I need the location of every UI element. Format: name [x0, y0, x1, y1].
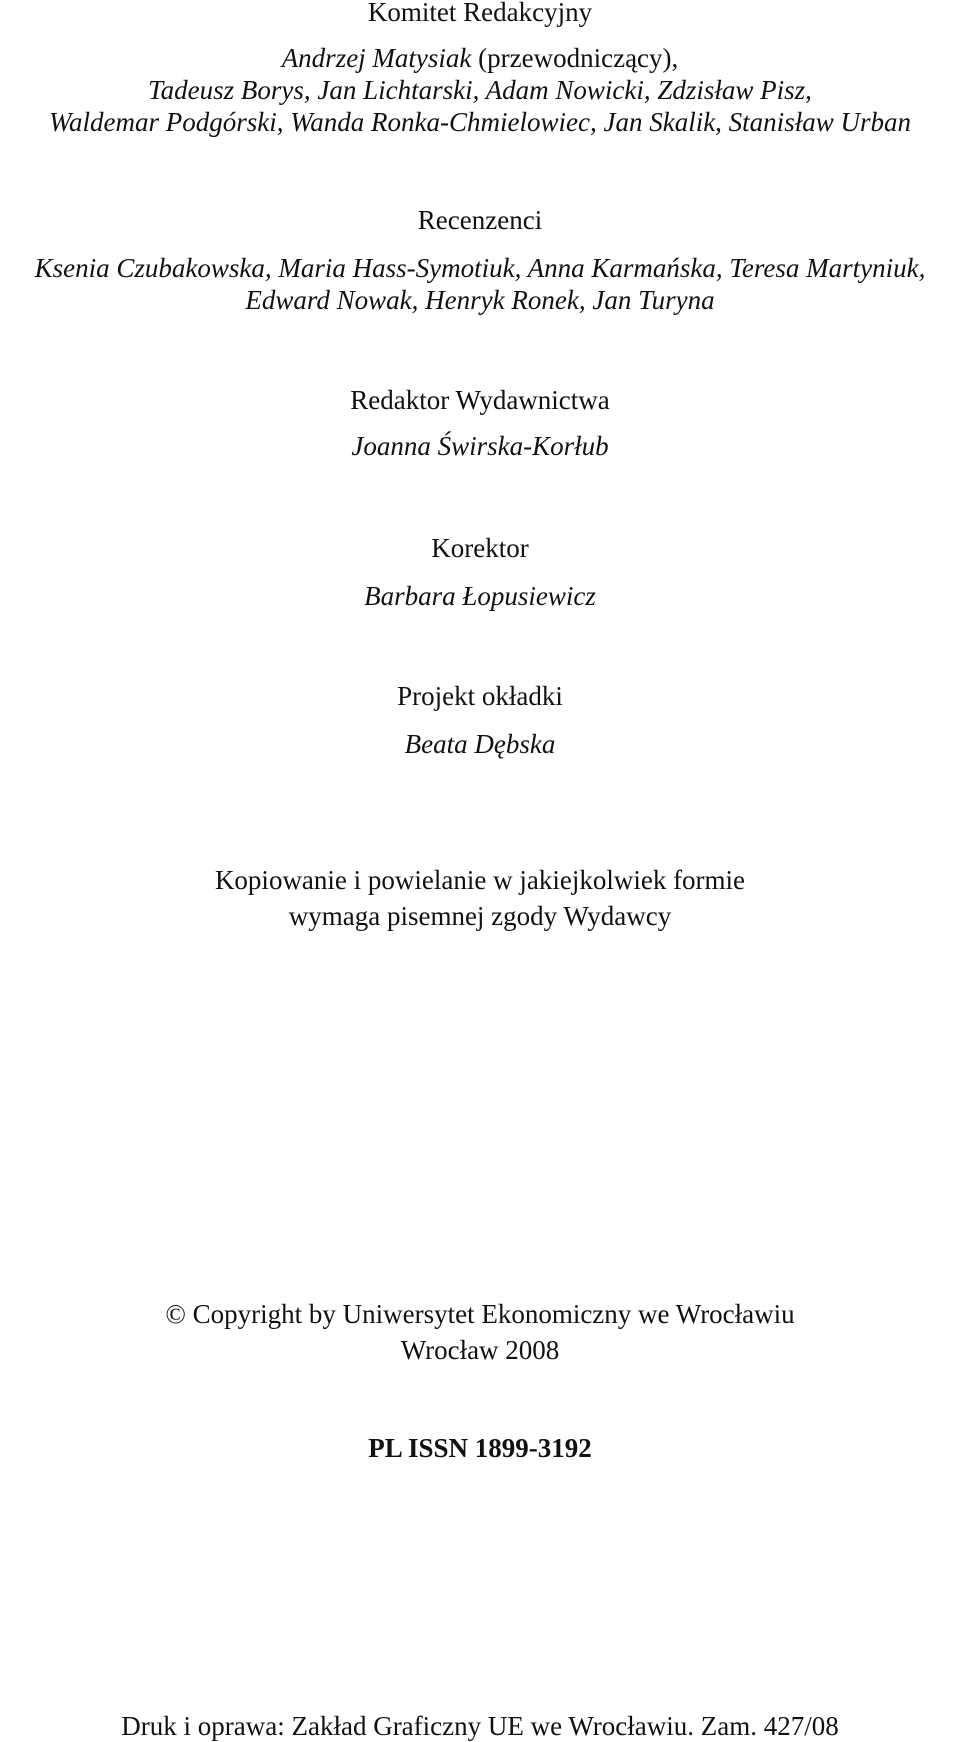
copyright-place-year: Wrocław 2008 — [400, 1335, 560, 1365]
reviewers-heading: Recenzenci — [417, 205, 543, 235]
committee-chair-role: (przewodniczący), — [478, 43, 679, 73]
printing-info: Druk i oprawa: Zakład Graficzny UE we Wrocławiu. Zam. 427/08 — [121, 1711, 839, 1741]
copyright-icon: © — [165, 1299, 186, 1329]
cover-design-name: Beata Dębska — [404, 729, 556, 759]
cover-design-heading: Projekt okładki — [397, 681, 563, 711]
publishing-editor-name: Joanna Świrska-Korłub — [351, 431, 609, 461]
committee-chair-name: Andrzej Matysiak — [281, 43, 472, 73]
copying-notice-line-1: Kopiowanie i powielanie w jakiejkolwiek formie — [214, 865, 746, 895]
reviewers-line-1: Ksenia Czubakowska, Maria Hass-Symotiuk, Anna Karmańska, Teresa Martyniuk, — [34, 253, 926, 283]
committee-heading: Komitet Redakcyjny — [367, 0, 593, 27]
proofreader-heading: Korektor — [431, 533, 529, 563]
proofreader-name: Barbara Łopusiewicz — [364, 581, 596, 611]
reviewers-line-2: Edward Nowak, Henryk Ronek, Jan Turyna — [245, 285, 715, 315]
committee-chair-line — [0, 42, 960, 74]
committee-members-line-1: Tadeusz Borys, Jan Lichtarski, Adam Nowicki, Zdzisław Pisz, — [148, 75, 812, 105]
committee-members-line-2: Waldemar Podgórski, Wanda Ronka-Chmielowiec, Jan Skalik, Stanisław Urban — [49, 107, 911, 137]
publishing-editor-heading: Redaktor Wydawnictwa — [350, 385, 610, 415]
copyright-line — [0, 1298, 960, 1330]
copying-notice-line-2: wymaga pisemnej zgody Wydawcy — [288, 901, 672, 931]
copyright-text: Copyright by Uniwersytet Ekonomiczny we Wrocławiu — [192, 1299, 795, 1329]
issn: PL ISSN 1899-3192 — [368, 1433, 592, 1463]
